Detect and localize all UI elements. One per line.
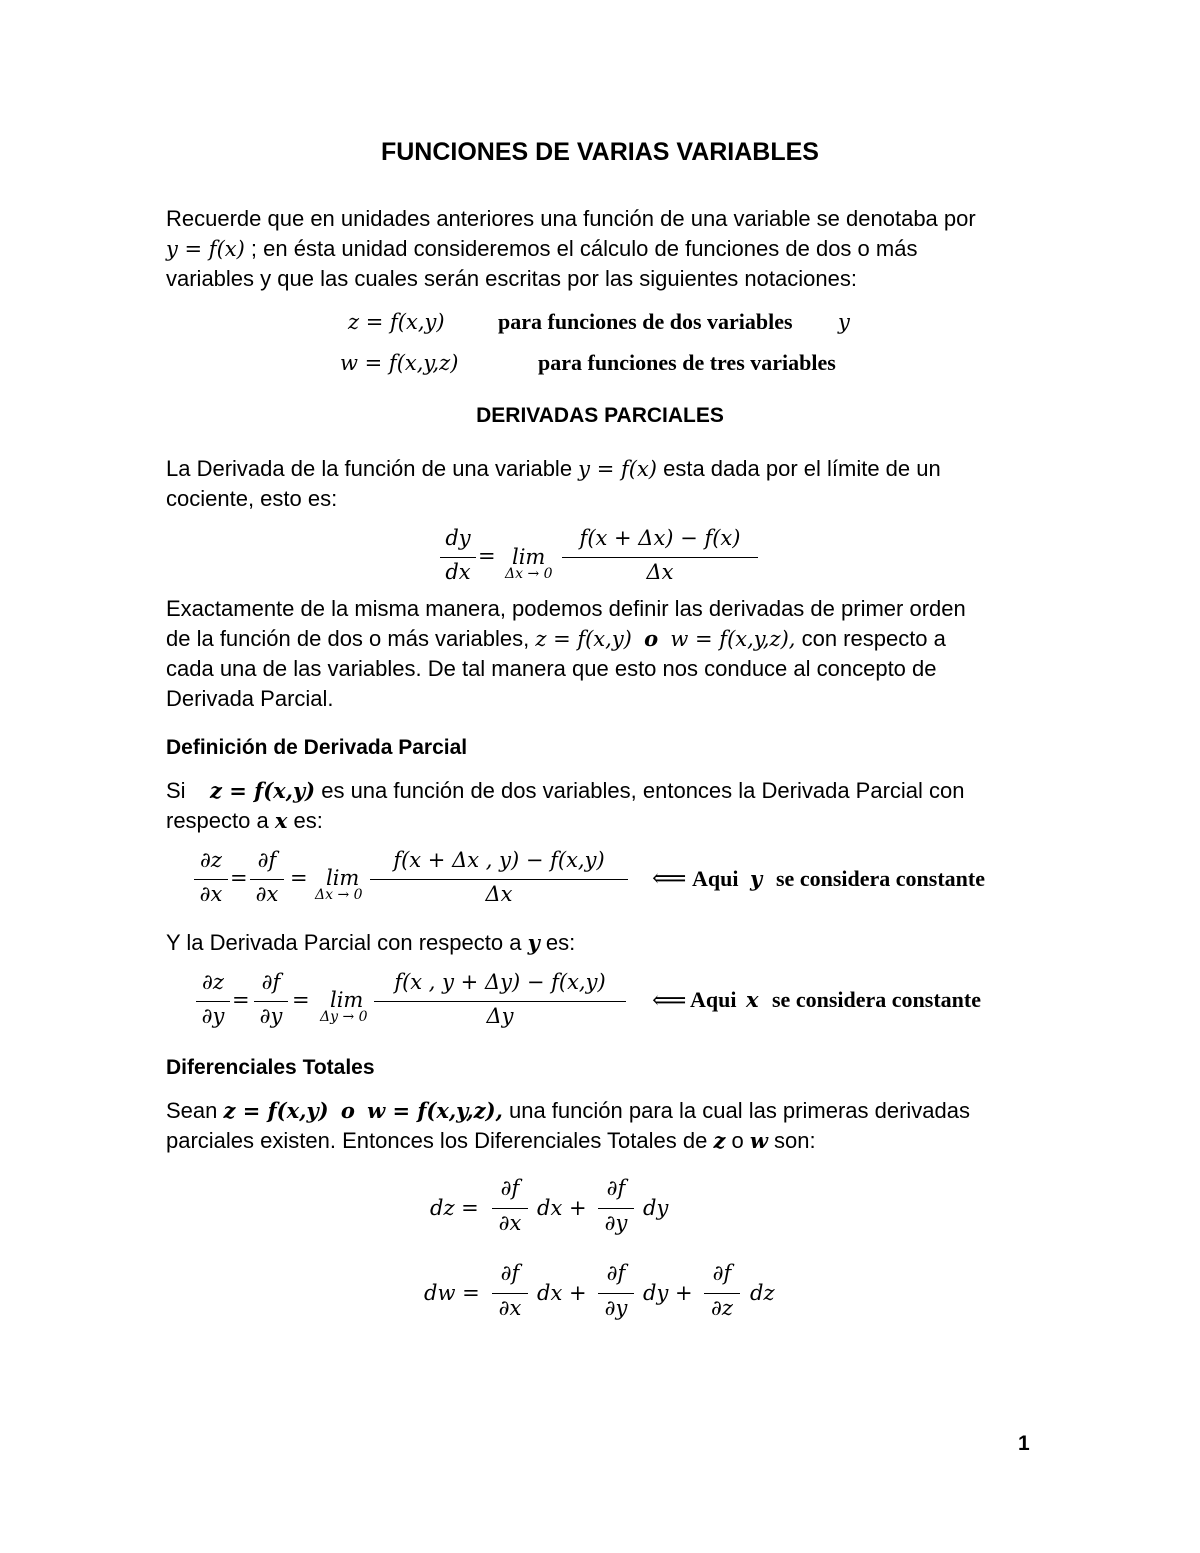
fx-numerator: f(x + Δx , y) − f(x,y) [393,848,605,872]
formula1-lim-subscript: Δx → 0 [505,566,553,582]
intro-line-2 [166,234,1034,264]
total-line2-text: parciales existen. Entonces los Diferenciales Totales de [166,1128,714,1153]
fx-lhs1-denominator: ∂x [199,882,223,906]
y-text-b: es: [539,930,576,955]
total-eq-w: w = f(x,y,z), [367,1098,503,1123]
fy-note-aqui: Aqui [690,987,737,1012]
intro-line-1: Recuerde que en unidades anteriores una función de una variable se denotaba por [166,206,976,231]
fx-note-var: y [750,866,763,891]
total-text: una función para la cual las primeras derivadas [502,1098,971,1123]
fy-denominator: Δy [486,1004,514,1028]
fx-lhs1-bar [194,879,228,880]
dw-lhs: dw = [424,1281,480,1305]
intro-paragraph [166,204,1034,294]
fy-arrow-icon: ⟸ [652,986,687,1014]
total-eq-z: z = f(x,y) [223,1098,329,1123]
fy-lhs1-bar [196,1001,230,1002]
dz-t2-numerator: ∂f [606,1176,626,1200]
dw-t2-bar [598,1293,634,1294]
dz-t2-denominator: ∂y [604,1211,628,1235]
dw-t2-denominator: ∂y [604,1296,628,1320]
y-text-a: Y la Derivada Parcial con respecto a [166,930,528,955]
notation-eq-three-vars: w = f(x,y,z) [340,351,459,375]
definition-text: es una función de dos variables, entonces la Derivada Parcial con [315,778,965,803]
derivative-text-b: esta dada por el límite de un [656,456,941,481]
fx-arrow-icon: ⟸ [652,864,687,892]
dz-lhs: dz = [430,1196,479,1220]
y-var: y [527,930,540,955]
fx-lhs1-numerator: ∂z [200,848,222,872]
total-sean: Sean [166,1098,224,1123]
dz-t2-bar [598,1208,634,1209]
definition-paragraph [166,776,1034,836]
definition-var-x: x [274,808,288,833]
total-son: son: [767,1128,816,1153]
fy-equals-1: = [232,988,250,1012]
dw-t1-differential: dx + [537,1281,587,1305]
fy-lhs2-numerator: ∂f [261,970,281,994]
formula1-equals: = [478,544,496,568]
formula1-lhs-denominator: dx [445,560,471,584]
total-w: w [749,1128,768,1153]
exact-conjunction: o [644,626,659,651]
formula1-lhs-numerator: dy [445,526,471,550]
exact-line-1: Exactamente de la misma manera, podemos definir las derivadas de primer orden [166,596,966,621]
fy-numerator: f(x , y + Δy) − f(x,y) [394,970,606,994]
notation-text-three-vars: para funciones de tres variables [538,350,836,375]
fy-lhs2-bar [254,1001,288,1002]
derivative-line-1 [166,454,1034,484]
exact-text-b: con respecto a [795,626,946,651]
fx-note-aqui: Aqui [692,866,739,891]
y-line [166,928,1034,958]
definition-line-1 [166,776,1034,806]
dw-t3-bar [704,1293,740,1294]
dw-t1-numerator: ∂f [500,1261,520,1285]
notation-tail-y: y [838,310,850,334]
total-line-1 [166,1096,1034,1126]
dw-t1-denominator: ∂x [498,1296,522,1320]
definition-line-2 [166,806,1034,836]
dz-t2-differential: dy [643,1196,669,1220]
exact-eq-w: w = f(x,y,z), [670,627,796,651]
fy-lim: lim [330,988,364,1012]
total-paragraph [166,1096,1034,1156]
fx-lhs2-denominator: ∂x [255,882,279,906]
total-z: z [713,1128,726,1153]
definition-respecto: respecto a [166,808,275,833]
fx-note-text: se considera constante [776,866,985,891]
dz-t1-bar [492,1208,528,1209]
derivative-paragraph [166,454,1034,514]
dw-t3-numerator: ∂f [712,1261,732,1285]
fx-equals-1: = [230,866,248,890]
dw-t3-differential: dz [750,1281,775,1305]
definition-equation: z = f(x,y) [210,778,316,803]
fx-lim-subscript: Δx → 0 [315,887,363,903]
exact-line-2 [166,624,1034,654]
dw-t2-differential: dy + [643,1281,693,1305]
fx-fraction-bar [370,879,628,880]
fy-lhs1-numerator: ∂z [202,970,224,994]
fy-lhs2-denominator: ∂y [259,1004,283,1028]
formula1-numerator: f(x + Δx) − f(x) [579,526,741,550]
fy-lhs1-denominator: ∂y [201,1004,225,1028]
dw-t3-denominator: ∂z [711,1296,733,1320]
formula1-lim: lim [512,545,546,569]
exact-paragraph [166,594,1034,714]
fx-equals-2: = [290,866,308,890]
fy-fraction-bar [374,1001,626,1002]
intro-equation: y = f(x) [166,237,245,261]
exact-line-3: cada una de las variables. De tal manera que esto nos conduce al concepto de [166,656,937,681]
dw-t1-bar [492,1293,528,1294]
fy-equals-2: = [292,988,310,1012]
definition-si: Si [166,778,186,803]
formula1-fraction-bar [562,557,758,558]
definition-heading: Definición de Derivada Parcial [166,736,468,759]
fy-lim-subscript: Δy → 0 [320,1009,368,1025]
total-o: o [725,1128,750,1153]
section-heading-partial-derivatives: DERIVADAS PARCIALES [476,404,724,427]
y-paragraph [166,928,1034,958]
definition-es: es: [287,808,323,833]
page-number: 1 [1018,1432,1030,1455]
dz-t1-differential: dx + [537,1196,587,1220]
derivative-text-a: La Derivada de la función de una variable [166,456,579,481]
total-conjunction: o [340,1098,355,1123]
fx-denominator: Δx [485,882,513,906]
intro-line-2-rest: ; en ésta unidad consideremos el cálculo de funciones de dos o más [244,236,918,261]
derivative-equation: y = f(x) [578,457,657,481]
exact-line-4: Derivada Parcial. [166,686,334,711]
dz-t1-denominator: ∂x [498,1211,522,1235]
dz-t1-numerator: ∂f [500,1176,520,1200]
intro-line-3: variables y que las cuales serán escritas por las siguientes notaciones: [166,266,857,291]
exact-eq-z: z = f(x,y) [535,627,632,651]
notation-text-two-vars: para funciones de dos variables [498,309,793,334]
total-differentials-heading: Diferenciales Totales [166,1056,375,1079]
dw-t2-numerator: ∂f [606,1261,626,1285]
fy-note-text: se considera constante [772,987,981,1012]
fx-lhs2-numerator: ∂f [257,848,277,872]
fy-note-var: x [746,987,759,1012]
total-line-2 [166,1126,1034,1156]
formula1-denominator: Δx [646,560,674,584]
formula1-lhs-fraction-bar [440,557,476,558]
derivative-line-2: cociente, esto es: [166,486,338,511]
fx-lhs2-bar [250,879,284,880]
notation-eq-two-vars: z = f(x,y) [348,310,445,334]
page-title: FUNCIONES DE VARIAS VARIABLES [380,138,819,166]
fx-lim: lim [326,866,360,890]
exact-text-a: de la función de dos o más variables, [166,626,536,651]
